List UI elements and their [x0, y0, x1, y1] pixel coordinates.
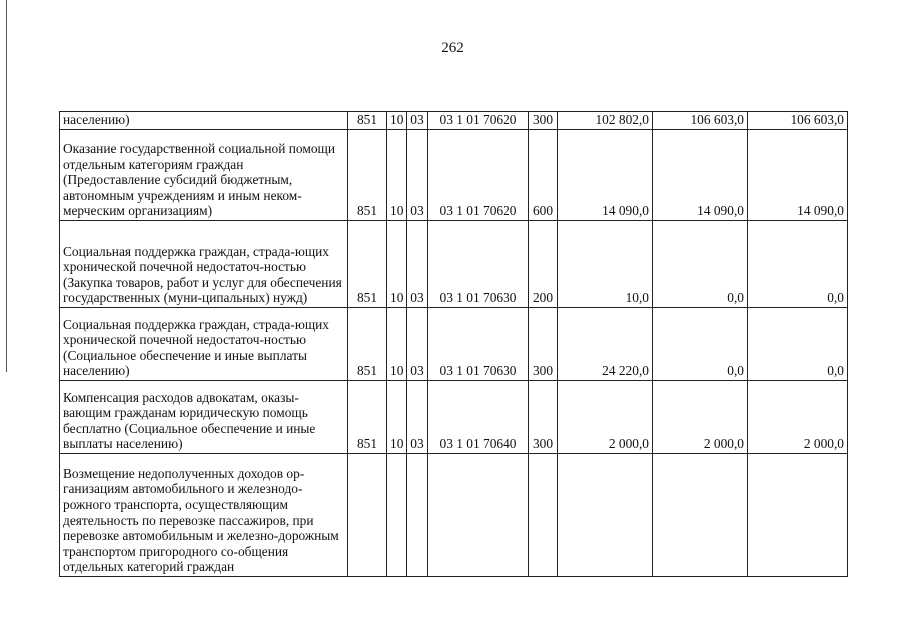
- vr-code: 300: [529, 308, 558, 381]
- pr-code: [407, 454, 428, 577]
- amount-year3: 14 090,0: [748, 130, 848, 221]
- pr-code: 03: [407, 112, 428, 130]
- amount-year1: [558, 454, 653, 577]
- pr-code: 03: [407, 381, 428, 454]
- amount-year3: 2 000,0: [748, 381, 848, 454]
- vr-code: 300: [529, 112, 558, 130]
- vr-code: 200: [529, 221, 558, 308]
- amount-year3: 0,0: [748, 308, 848, 381]
- row-name: Оказание государственной социальной помощи отдельным категориям граждан (Предоставление субсидий бюджетным, автономным учреждениям и иным неком-мерческим организациям): [60, 130, 348, 221]
- page-number: 262: [441, 40, 464, 56]
- amount-year1: 102 802,0: [558, 112, 653, 130]
- ved-code: 851: [348, 130, 387, 221]
- csr-code: 03 1 01 70620: [428, 112, 529, 130]
- row-name: Социальная поддержка граждан, страда-ющих хронической почечной недостаточ-ностью (Закупка товаров, работ и услуг для обеспечения государственных (муни-ципальных) нужд): [60, 221, 348, 308]
- pr-code: 03: [407, 308, 428, 381]
- vr-code: [529, 454, 558, 577]
- amount-year1: 24 220,0: [558, 308, 653, 381]
- amount-year3: 0,0: [748, 221, 848, 308]
- table-row: [60, 454, 848, 577]
- ved-code: 851: [348, 112, 387, 130]
- table-row: [60, 308, 848, 381]
- csr-code: [428, 454, 529, 577]
- amount-year2: 14 090,0: [653, 130, 748, 221]
- ved-code: [348, 454, 387, 577]
- rz-code: [387, 454, 407, 577]
- table-row: [60, 130, 848, 221]
- vr-code: 300: [529, 381, 558, 454]
- pr-code: 03: [407, 221, 428, 308]
- csr-code: 03 1 01 70620: [428, 130, 529, 221]
- amount-year1: 10,0: [558, 221, 653, 308]
- pr-code: 03: [407, 130, 428, 221]
- table-row: [60, 381, 848, 454]
- table-row: [60, 112, 848, 130]
- rz-code: 10: [387, 130, 407, 221]
- amount-year2: 106 603,0: [653, 112, 748, 130]
- amount-year2: 0,0: [653, 308, 748, 381]
- amount-year1: 2 000,0: [558, 381, 653, 454]
- amount-year3: [748, 454, 848, 577]
- budget-table: [59, 111, 848, 577]
- rz-code: 10: [387, 308, 407, 381]
- row-name: населению): [60, 112, 348, 130]
- csr-code: 03 1 01 70630: [428, 221, 529, 308]
- amount-year2: 2 000,0: [653, 381, 748, 454]
- rz-code: 10: [387, 221, 407, 308]
- amount-year3: 106 603,0: [748, 112, 848, 130]
- csr-code: 03 1 01 70640: [428, 381, 529, 454]
- amount-year1: 14 090,0: [558, 130, 653, 221]
- rz-code: 10: [387, 112, 407, 130]
- vr-code: 600: [529, 130, 558, 221]
- amount-year2: 0,0: [653, 221, 748, 308]
- ved-code: 851: [348, 308, 387, 381]
- table-row: [60, 221, 848, 308]
- row-name: Социальная поддержка граждан, страда-ющих хронической почечной недостаточ-ностью (Социальное обеспечение и иные выплаты населению): [60, 308, 348, 381]
- amount-year2: [653, 454, 748, 577]
- row-name: Компенсация расходов адвокатам, оказы-вающим гражданам юридическую помощь бесплатно (Социальное обеспечение и иные выплаты населению): [60, 381, 348, 454]
- rz-code: 10: [387, 381, 407, 454]
- csr-code: 03 1 01 70630: [428, 308, 529, 381]
- row-name: Возмещение недополученных доходов ор-ганизациям автомобильного и железнодо-рожного транспорта, осуществляющим деятельность по перевозке пассажиров, при перевозке автомобильным и железно-дорожным транспортом пригородного со-общения отдельных категорий граждан: [60, 454, 348, 577]
- ved-code: 851: [348, 381, 387, 454]
- ved-code: 851: [348, 221, 387, 308]
